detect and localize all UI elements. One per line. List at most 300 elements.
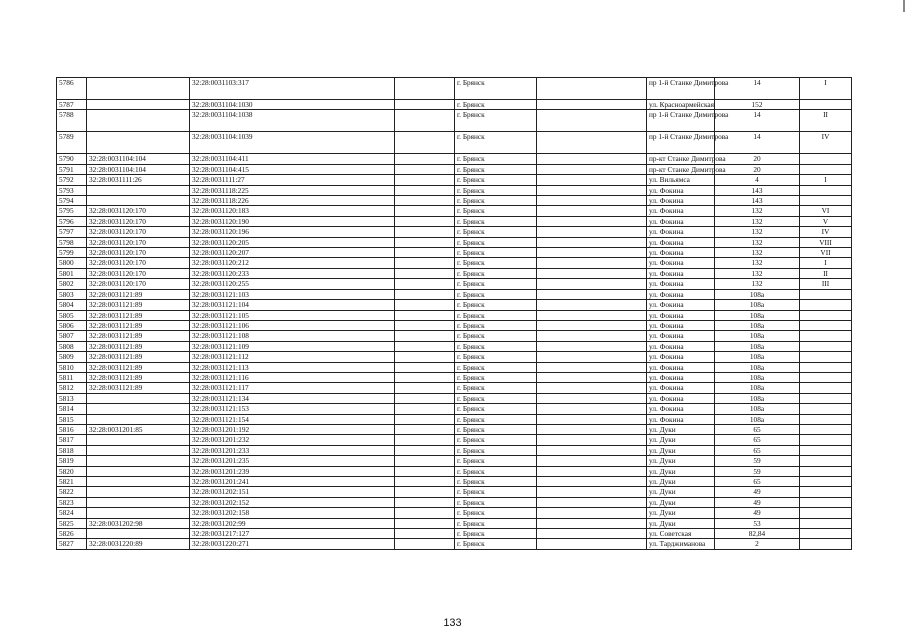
premises-number-cell <box>800 164 852 174</box>
house-number-cell: 108а <box>715 289 800 299</box>
row-number-cell: 5826 <box>57 529 87 539</box>
row-number-cell: 5816 <box>57 424 87 434</box>
empty-cell <box>395 487 455 497</box>
house-number-cell: 108а <box>715 341 800 351</box>
premises-number-cell <box>800 456 852 466</box>
table-row <box>57 414 852 424</box>
table-row <box>57 435 852 445</box>
parent-cadastral-cell: 32:28:0031111:26 <box>87 175 190 185</box>
premises-number-cell <box>800 466 852 476</box>
city-cell: г. Брянск <box>455 248 537 258</box>
empty-cell <box>537 78 647 100</box>
premises-number-cell: I <box>800 78 852 100</box>
table-row <box>57 248 852 258</box>
house-number-cell: 20 <box>715 154 800 164</box>
parent-cadastral-cell <box>87 487 190 497</box>
street-cell: пр-кт Станке Димитрова <box>647 154 715 164</box>
street-cell: ул. Фокина <box>647 289 715 299</box>
row-number-cell: 5808 <box>57 341 87 351</box>
row-number-cell: 5821 <box>57 477 87 487</box>
empty-cell <box>395 539 455 549</box>
empty-cell <box>395 352 455 362</box>
cadastral-number-cell: 32:28:0031104:1039 <box>190 132 395 154</box>
empty-cell <box>395 435 455 445</box>
premises-number-cell <box>800 362 852 372</box>
cadastral-number-cell: 32:28:0031103:317 <box>190 78 395 100</box>
cadastral-number-cell: 32:28:0031120:183 <box>190 206 395 216</box>
parent-cadastral-cell <box>87 414 190 424</box>
parent-cadastral-cell: 32:28:0031104:104 <box>87 154 190 164</box>
property-table <box>56 77 852 550</box>
street-cell: ул. Фокина <box>647 320 715 330</box>
table-row <box>57 237 852 247</box>
house-number-cell: 65 <box>715 477 800 487</box>
table-row <box>57 466 852 476</box>
empty-cell <box>395 289 455 299</box>
house-number-cell: 132 <box>715 248 800 258</box>
empty-cell <box>537 435 647 445</box>
street-cell: ул. Советская <box>647 529 715 539</box>
city-cell: г. Брянск <box>455 300 537 310</box>
table-body <box>57 78 852 550</box>
premises-number-cell <box>800 477 852 487</box>
street-cell: ул. Фокина <box>647 393 715 403</box>
empty-cell <box>395 258 455 268</box>
empty-cell <box>537 352 647 362</box>
table-row <box>57 539 852 549</box>
table-row <box>57 216 852 226</box>
city-cell: г. Брянск <box>455 529 537 539</box>
empty-cell <box>395 414 455 424</box>
empty-cell <box>395 185 455 195</box>
cadastral-number-cell: 32:28:0031121:112 <box>190 352 395 362</box>
city-cell: г. Брянск <box>455 424 537 434</box>
empty-cell <box>537 258 647 268</box>
empty-cell <box>395 196 455 206</box>
premises-number-cell <box>800 487 852 497</box>
empty-cell <box>537 393 647 403</box>
city-cell: г. Брянск <box>455 456 537 466</box>
empty-cell <box>395 310 455 320</box>
row-number-cell: 5802 <box>57 279 87 289</box>
city-cell: г. Брянск <box>455 310 537 320</box>
premises-number-cell <box>800 435 852 445</box>
city-cell: г. Брянск <box>455 508 537 518</box>
parent-cadastral-cell: 32:28:0031121:89 <box>87 383 190 393</box>
table-row <box>57 100 852 110</box>
empty-cell <box>537 154 647 164</box>
city-cell: г. Брянск <box>455 372 537 382</box>
parent-cadastral-cell: 32:28:0031120:170 <box>87 279 190 289</box>
city-cell: г. Брянск <box>455 352 537 362</box>
city-cell: г. Брянск <box>455 383 537 393</box>
parent-cadastral-cell: 32:28:0031202:98 <box>87 518 190 528</box>
table-row <box>57 372 852 382</box>
city-cell: г. Брянск <box>455 477 537 487</box>
premises-number-cell <box>800 497 852 507</box>
premises-number-cell: II <box>800 110 852 132</box>
house-number-cell: 108а <box>715 362 800 372</box>
house-number-cell: 132 <box>715 216 800 226</box>
empty-cell <box>395 227 455 237</box>
table-row <box>57 497 852 507</box>
house-number-cell: 132 <box>715 237 800 247</box>
parent-cadastral-cell <box>87 508 190 518</box>
premises-number-cell: V <box>800 216 852 226</box>
table-row <box>57 352 852 362</box>
cadastral-number-cell: 32:28:0031121:105 <box>190 310 395 320</box>
house-number-cell: 108а <box>715 404 800 414</box>
row-number-cell: 5791 <box>57 164 87 174</box>
empty-cell <box>395 529 455 539</box>
cadastral-number-cell: 32:28:0031120:212 <box>190 258 395 268</box>
empty-cell <box>395 466 455 476</box>
row-number-cell: 5825 <box>57 518 87 528</box>
house-number-cell: 14 <box>715 78 800 100</box>
row-number-cell: 5813 <box>57 393 87 403</box>
city-cell: г. Брянск <box>455 497 537 507</box>
empty-cell <box>537 310 647 320</box>
empty-cell <box>537 110 647 132</box>
street-cell: ул. Тарджиманова <box>647 539 715 549</box>
cadastral-number-cell: 32:28:0031121:113 <box>190 362 395 372</box>
parent-cadastral-cell: 32:28:0031121:89 <box>87 352 190 362</box>
street-cell: ул. Фокина <box>647 404 715 414</box>
parent-cadastral-cell <box>87 132 190 154</box>
house-number-cell: 59 <box>715 456 800 466</box>
cadastral-number-cell: 32:28:0031121:154 <box>190 414 395 424</box>
street-cell: ул. Фокина <box>647 372 715 382</box>
row-number-cell: 5795 <box>57 206 87 216</box>
street-cell: ул. Дуки <box>647 424 715 434</box>
empty-cell <box>537 268 647 278</box>
empty-cell <box>395 154 455 164</box>
parent-cadastral-cell: 32:28:0031120:170 <box>87 216 190 226</box>
cadastral-number-cell: 32:28:0031201:241 <box>190 477 395 487</box>
street-cell: ул. Фокина <box>647 300 715 310</box>
street-cell: ул. Фокина <box>647 331 715 341</box>
table-row <box>57 310 852 320</box>
street-cell: пр 1-й Станке Димитрова <box>647 132 715 154</box>
premises-number-cell: VII <box>800 248 852 258</box>
house-number-cell: 65 <box>715 445 800 455</box>
city-cell: г. Брянск <box>455 539 537 549</box>
premises-number-cell: VIII <box>800 237 852 247</box>
row-number-cell: 5794 <box>57 196 87 206</box>
premises-number-cell <box>800 154 852 164</box>
cadastral-number-cell: 32:28:0031121:106 <box>190 320 395 330</box>
table-row <box>57 477 852 487</box>
street-cell: ул. Дуки <box>647 487 715 497</box>
row-number-cell: 5812 <box>57 383 87 393</box>
empty-cell <box>537 279 647 289</box>
table-row <box>57 289 852 299</box>
street-cell: ул. Дуки <box>647 456 715 466</box>
table-row <box>57 456 852 466</box>
row-number-cell: 5786 <box>57 78 87 100</box>
parent-cadastral-cell <box>87 110 190 132</box>
parent-cadastral-cell: 32:28:0031120:170 <box>87 206 190 216</box>
empty-cell <box>537 100 647 110</box>
parent-cadastral-cell: 32:28:0031121:89 <box>87 341 190 351</box>
table-row <box>57 300 852 310</box>
empty-cell <box>537 132 647 154</box>
empty-cell <box>537 164 647 174</box>
empty-cell <box>395 216 455 226</box>
city-cell: г. Брянск <box>455 175 537 185</box>
street-cell: ул. Фокина <box>647 279 715 289</box>
parent-cadastral-cell <box>87 466 190 476</box>
cadastral-number-cell: 32:28:0031118:226 <box>190 196 395 206</box>
parent-cadastral-cell: 32:28:0031220:89 <box>87 539 190 549</box>
city-cell: г. Брянск <box>455 414 537 424</box>
table-row <box>57 206 852 216</box>
city-cell: г. Брянск <box>455 78 537 100</box>
street-cell: ул. Фокина <box>647 414 715 424</box>
table-row <box>57 164 852 174</box>
table-row <box>57 383 852 393</box>
house-number-cell: 132 <box>715 268 800 278</box>
city-cell: г. Брянск <box>455 341 537 351</box>
cadastral-number-cell: 32:28:0031121:103 <box>190 289 395 299</box>
city-cell: г. Брянск <box>455 258 537 268</box>
street-cell: ул. Дуки <box>647 497 715 507</box>
premises-number-cell <box>800 320 852 330</box>
row-number-cell: 5811 <box>57 372 87 382</box>
row-number-cell: 5792 <box>57 175 87 185</box>
city-cell: г. Брянск <box>455 487 537 497</box>
house-number-cell: 108а <box>715 331 800 341</box>
row-number-cell: 5810 <box>57 362 87 372</box>
table-row <box>57 518 852 528</box>
empty-cell <box>395 132 455 154</box>
house-number-cell: 152 <box>715 100 800 110</box>
parent-cadastral-cell <box>87 456 190 466</box>
empty-cell <box>537 289 647 299</box>
house-number-cell: 65 <box>715 435 800 445</box>
empty-cell <box>395 300 455 310</box>
city-cell: г. Брянск <box>455 237 537 247</box>
premises-number-cell <box>800 185 852 195</box>
cadastral-number-cell: 32:28:0031120:207 <box>190 248 395 258</box>
table-row <box>57 78 852 100</box>
premises-number-cell <box>800 393 852 403</box>
empty-cell <box>537 539 647 549</box>
empty-cell <box>395 100 455 110</box>
house-number-cell: 2 <box>715 539 800 549</box>
premises-number-cell: I <box>800 258 852 268</box>
row-number-cell: 5801 <box>57 268 87 278</box>
city-cell: г. Брянск <box>455 445 537 455</box>
street-cell: ул. Дуки <box>647 445 715 455</box>
city-cell: г. Брянск <box>455 110 537 132</box>
page-number: 133 <box>443 617 462 629</box>
premises-number-cell <box>800 529 852 539</box>
table-row <box>57 341 852 351</box>
street-cell: ул. Фокина <box>647 352 715 362</box>
empty-cell <box>395 320 455 330</box>
house-number-cell: 20 <box>715 164 800 174</box>
street-cell: пр-кт Станке Димитрова <box>647 164 715 174</box>
cadastral-number-cell: 32:28:0031201:239 <box>190 466 395 476</box>
street-cell: пр 1-й Станке Димитрова <box>647 78 715 100</box>
cadastral-number-cell: 32:28:0031121:116 <box>190 372 395 382</box>
cadastral-number-cell: 32:28:0031104:415 <box>190 164 395 174</box>
empty-cell <box>537 477 647 487</box>
cadastral-number-cell: 32:28:0031104:1038 <box>190 110 395 132</box>
cadastral-number-cell: 32:28:0031201:235 <box>190 456 395 466</box>
row-number-cell: 5809 <box>57 352 87 362</box>
parent-cadastral-cell: 32:28:0031121:89 <box>87 320 190 330</box>
house-number-cell: 143 <box>715 185 800 195</box>
street-cell: ул. Дуки <box>647 518 715 528</box>
table-row <box>57 279 852 289</box>
parent-cadastral-cell <box>87 393 190 403</box>
street-cell: ул. Фокина <box>647 248 715 258</box>
house-number-cell: 14 <box>715 110 800 132</box>
city-cell: г. Брянск <box>455 279 537 289</box>
cadastral-number-cell: 32:28:0031202:152 <box>190 497 395 507</box>
parent-cadastral-cell: 32:28:0031120:170 <box>87 268 190 278</box>
table-row <box>57 258 852 268</box>
empty-cell <box>395 78 455 100</box>
street-cell: ул. Фокина <box>647 362 715 372</box>
premises-number-cell <box>800 196 852 206</box>
cadastral-number-cell: 32:28:0031220:271 <box>190 539 395 549</box>
empty-cell <box>537 466 647 476</box>
row-number-cell: 5823 <box>57 497 87 507</box>
premises-number-cell <box>800 331 852 341</box>
street-cell: ул. Фокина <box>647 206 715 216</box>
premises-number-cell: IV <box>800 227 852 237</box>
table-row <box>57 154 852 164</box>
table-row <box>57 424 852 434</box>
city-cell: г. Брянск <box>455 362 537 372</box>
house-number-cell: 132 <box>715 258 800 268</box>
empty-cell <box>395 237 455 247</box>
city-cell: г. Брянск <box>455 196 537 206</box>
premises-number-cell <box>800 414 852 424</box>
parent-cadastral-cell <box>87 529 190 539</box>
empty-cell <box>537 331 647 341</box>
street-cell: ул. Фокина <box>647 216 715 226</box>
street-cell: ул. Фокина <box>647 258 715 268</box>
premises-number-cell: II <box>800 268 852 278</box>
parent-cadastral-cell <box>87 497 190 507</box>
premises-number-cell <box>800 383 852 393</box>
city-cell: г. Брянск <box>455 164 537 174</box>
row-number-cell: 5818 <box>57 445 87 455</box>
street-cell: ул. Дуки <box>647 477 715 487</box>
street-cell: ул. Фокина <box>647 196 715 206</box>
empty-cell <box>395 279 455 289</box>
cadastral-number-cell: 32:28:0031104:1030 <box>190 100 395 110</box>
row-number-cell: 5799 <box>57 248 87 258</box>
row-number-cell: 5788 <box>57 110 87 132</box>
parent-cadastral-cell: 32:28:0031120:170 <box>87 248 190 258</box>
house-number-cell: 132 <box>715 227 800 237</box>
empty-cell <box>395 456 455 466</box>
city-cell: г. Брянск <box>455 320 537 330</box>
empty-cell <box>395 248 455 258</box>
empty-cell <box>537 248 647 258</box>
house-number-cell: 108а <box>715 300 800 310</box>
house-number-cell: 108а <box>715 352 800 362</box>
empty-cell <box>537 424 647 434</box>
empty-cell <box>395 164 455 174</box>
empty-cell <box>395 383 455 393</box>
city-cell: г. Брянск <box>455 393 537 403</box>
empty-cell <box>537 518 647 528</box>
street-cell: ул. Дуки <box>647 435 715 445</box>
row-number-cell: 5820 <box>57 466 87 476</box>
empty-cell <box>537 320 647 330</box>
premises-number-cell: IV <box>800 132 852 154</box>
house-number-cell: 4 <box>715 175 800 185</box>
house-number-cell: 108а <box>715 393 800 403</box>
house-number-cell: 59 <box>715 466 800 476</box>
street-cell: ул. Фокина <box>647 237 715 247</box>
empty-cell <box>537 372 647 382</box>
row-number-cell: 5807 <box>57 331 87 341</box>
city-cell: г. Брянск <box>455 268 537 278</box>
table-row <box>57 110 852 132</box>
table-row <box>57 196 852 206</box>
empty-cell <box>537 206 647 216</box>
parent-cadastral-cell <box>87 477 190 487</box>
row-number-cell: 5827 <box>57 539 87 549</box>
premises-number-cell <box>800 372 852 382</box>
house-number-cell: 143 <box>715 196 800 206</box>
table-row <box>57 185 852 195</box>
empty-cell <box>537 216 647 226</box>
row-number-cell: 5819 <box>57 456 87 466</box>
empty-cell <box>395 497 455 507</box>
empty-cell <box>395 175 455 185</box>
premises-number-cell <box>800 341 852 351</box>
empty-cell <box>537 529 647 539</box>
premises-number-cell: I <box>800 175 852 185</box>
cadastral-number-cell: 32:28:0031217:127 <box>190 529 395 539</box>
empty-cell <box>537 383 647 393</box>
premises-number-cell <box>800 310 852 320</box>
premises-number-cell <box>800 508 852 518</box>
row-number-cell: 5803 <box>57 289 87 299</box>
empty-cell <box>537 175 647 185</box>
parent-cadastral-cell <box>87 445 190 455</box>
city-cell: г. Брянск <box>455 154 537 164</box>
table-row <box>57 529 852 539</box>
parent-cadastral-cell <box>87 100 190 110</box>
cadastral-number-cell: 32:28:0031118:225 <box>190 185 395 195</box>
house-number-cell: 82,84 <box>715 529 800 539</box>
cadastral-number-cell: 32:28:0031120:205 <box>190 237 395 247</box>
house-number-cell: 49 <box>715 497 800 507</box>
city-cell: г. Брянск <box>455 466 537 476</box>
parent-cadastral-cell <box>87 78 190 100</box>
empty-cell <box>537 414 647 424</box>
premises-number-cell <box>800 352 852 362</box>
house-number-cell: 108а <box>715 372 800 382</box>
parent-cadastral-cell: 32:28:0031120:170 <box>87 258 190 268</box>
row-number-cell: 5822 <box>57 487 87 497</box>
cadastral-number-cell: 32:28:0031121:117 <box>190 383 395 393</box>
empty-cell <box>395 404 455 414</box>
cadastral-number-cell: 32:28:0031121:104 <box>190 300 395 310</box>
empty-cell <box>395 393 455 403</box>
cadastral-number-cell: 32:28:0031121:153 <box>190 404 395 414</box>
row-number-cell: 5790 <box>57 154 87 164</box>
